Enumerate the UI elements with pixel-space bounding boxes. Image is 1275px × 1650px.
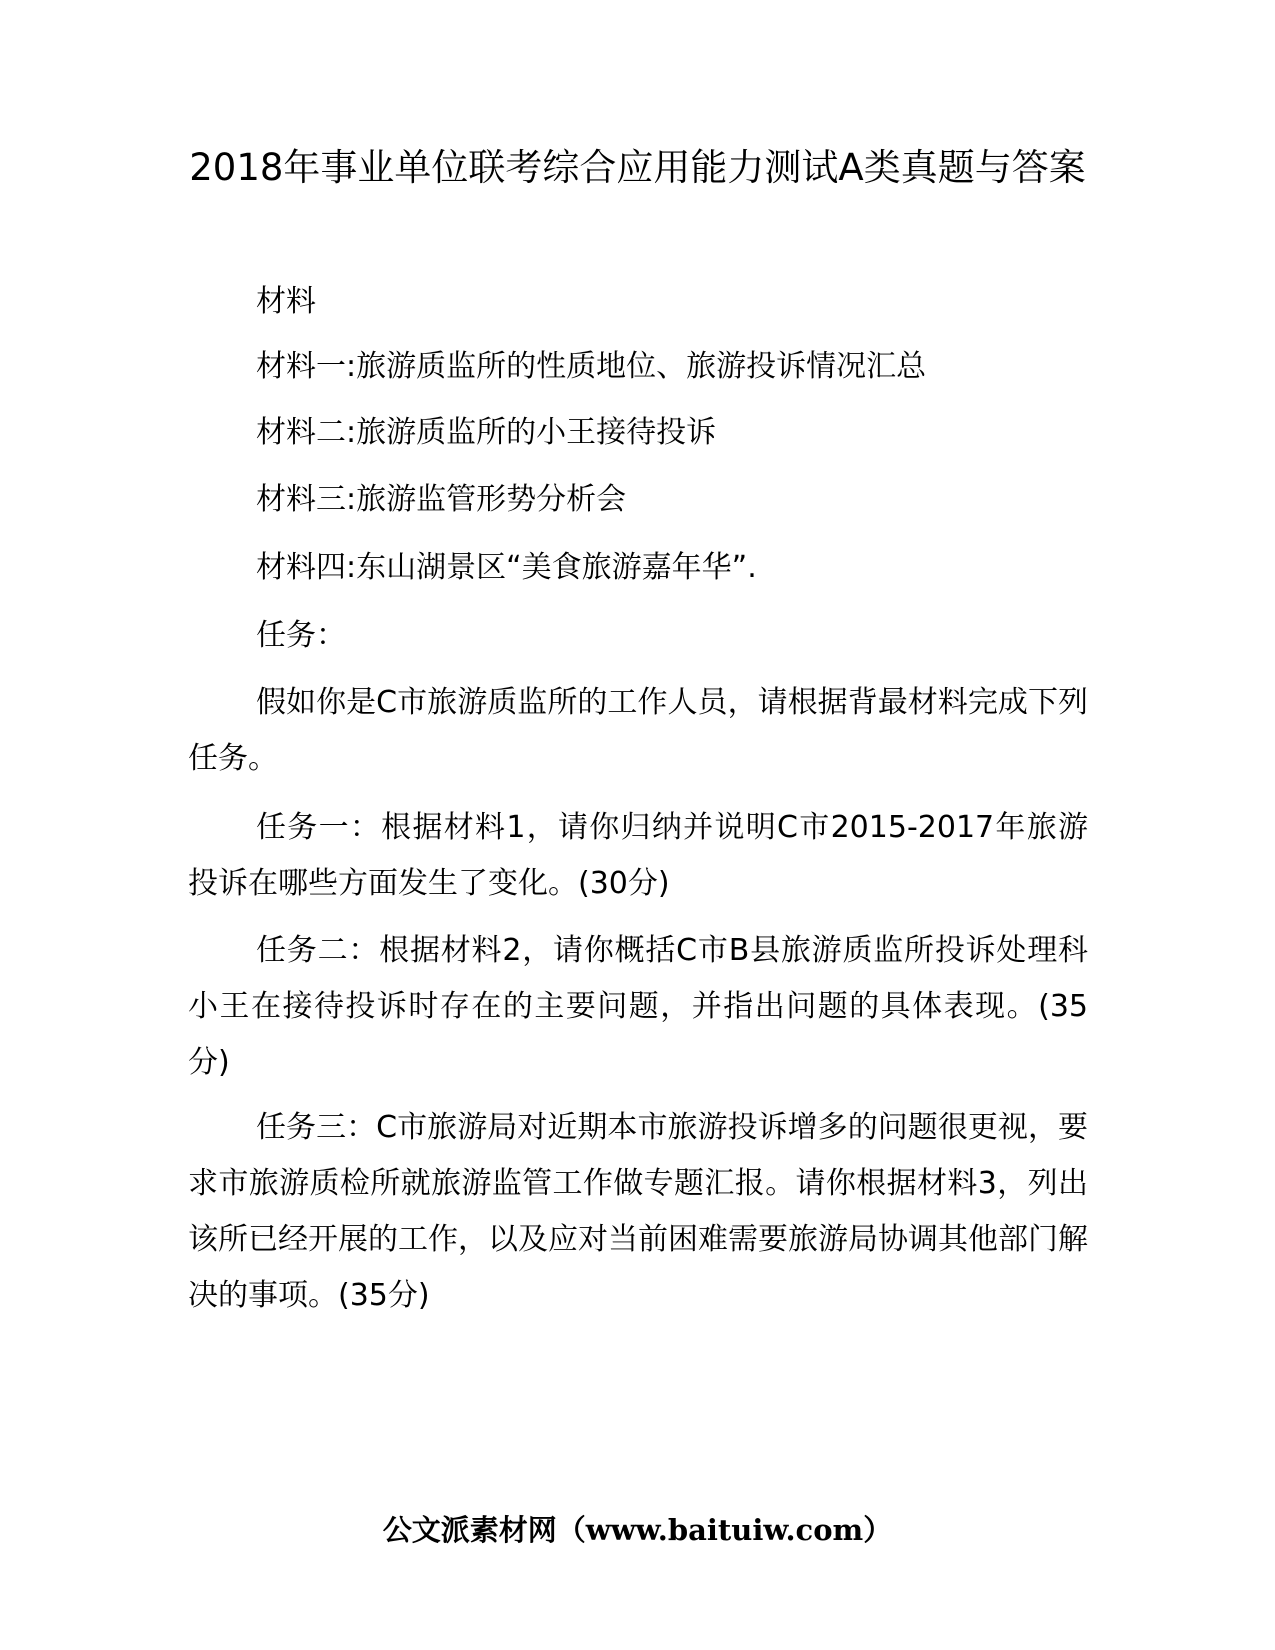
- task-2-paragraph: 任务二：根据材料2，请你概括C市B县旅游质监所投诉处理科小王在接待投诉时存在的主要问题，并指出问题的具体表现。(35分): [188, 933, 1088, 1080]
- footer-watermark: 公文派素材网（www.baituiw.com）: [382, 1513, 893, 1547]
- document-title: 2018年事业单位联考综合应用能力测试A类真题与答案: [189, 146, 1086, 189]
- materials-heading: 材料: [256, 284, 316, 319]
- material-item-1: 材料一:旅游质监所的性质地位、旅游投诉情况汇总: [256, 349, 927, 384]
- material-item-4: 材料四:东山湖景区“美食旅游嘉年华”.: [256, 550, 757, 585]
- task-3-paragraph: 任务三：C市旅游局对近期本市旅游投诉增多的问题很更视，要求市旅游质检所就旅游监管工作做专题汇报。请你根据材料3，列出该所已经开展的工作，以及应对当前困难需要旅游局协调其他部门解决的事项。(35分): [188, 1110, 1088, 1313]
- material-item-2: 材料二:旅游质监所的小王接待投诉: [256, 415, 717, 450]
- tasks-heading: 任务：: [256, 618, 346, 653]
- task-1-paragraph: 任务一：根据材料1，请你归纳并说明C市2015-2017年旅游投诉在哪些方面发生了变化。(30分): [188, 810, 1088, 901]
- material-item-3: 材料三:旅游监管形势分析会: [256, 482, 627, 517]
- intro-paragraph: 假如你是C市旅游质监所的工作人员，请根据背最材料完成下列任务。: [188, 685, 1088, 776]
